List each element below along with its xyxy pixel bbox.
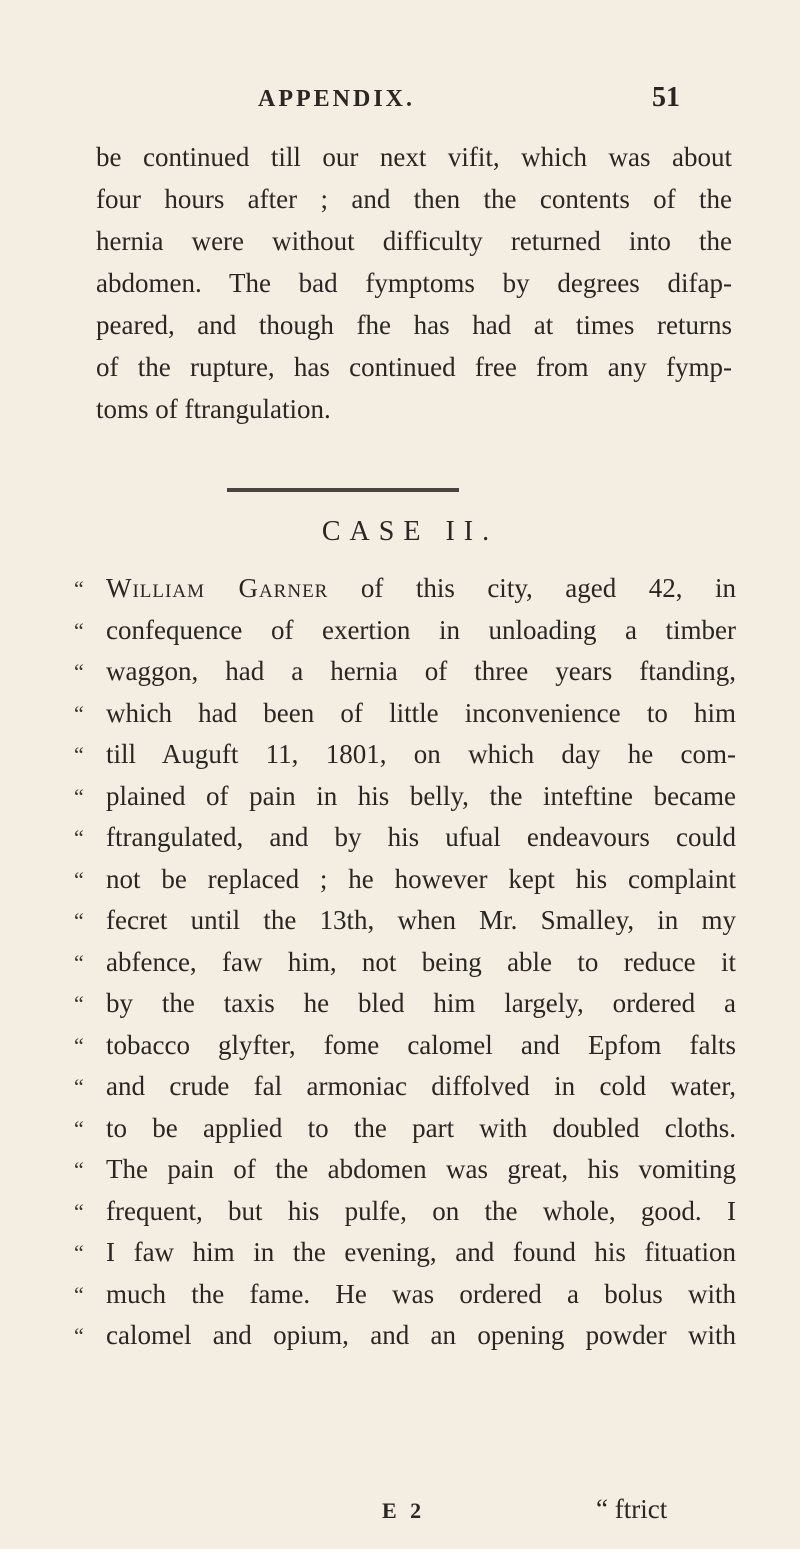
quote-line [74,1149,736,1191]
quote-line [74,1232,736,1274]
page-footer [0,1494,800,1538]
quote-line [74,651,736,693]
quote-mark: “ [74,659,84,684]
quote-text: which had been of little inconvenience to him [106,697,736,728]
quote-text: by the taxis he bled him largely, ordered a [106,988,736,1018]
text-line: hernia were without difficulty returned into the [96,226,732,256]
page-number: 51 [652,82,680,113]
quote-text [106,568,736,610]
quote-mark: “ [74,742,84,767]
quote-line [74,776,736,818]
quote-line [74,568,736,610]
quote-line [74,1191,736,1233]
quote-line [74,693,736,735]
quote-mark: “ [74,825,84,850]
running-head [0,82,800,126]
running-title: APPENDIX. [258,86,415,112]
quote-mark: “ [74,866,84,892]
quote-text: much the fame. He was ordered a bolus with [106,1278,736,1309]
text-line: four hours after ; and then the contents of the [96,184,732,214]
quote-text: tobacco glyfter, fome calomel and Epfom falts [106,1029,736,1060]
text-line: peared, and though fhe has had at times returns [96,310,732,340]
quote-text: calomel and opium, and an opening powder with [106,1320,736,1350]
quote-line [74,610,736,652]
quote-text: not be replaced ; he however kept his complaint [106,863,736,894]
quote-text: frequent, but his pulfe, on the whole, good. I [106,1195,736,1226]
signature-mark: E 2 [382,1498,426,1523]
case-quotation [74,568,736,1357]
quote-mark: “ [74,617,84,643]
quote-text: ftrangulated, and by his ufual endeavours could [106,822,736,852]
quote-mark: “ [74,1198,84,1224]
quote-mark: “ [74,1281,84,1307]
quote-line [74,859,736,901]
quote-mark: “ [74,576,84,601]
quote-text: till Auguft 11, 1801, on which day he com- [106,739,736,769]
quote-line [74,1274,736,1316]
text-line: be continued till our next vifit, which was about [96,142,732,172]
quote-line [74,817,736,859]
quote-line [74,942,736,984]
text-line: toms of ftrangulation. [96,394,331,424]
text-line: abdomen. The bad fymptoms by degrees difap- [96,268,732,298]
catchword: “ ftrict [596,1494,668,1524]
quote-line [74,734,736,776]
quote-mark: “ [74,1157,84,1182]
quote-text: fecret until the 13th, when Mr. Smalley, in my [106,905,736,935]
quote-line [74,1108,736,1150]
quote-mark: “ [74,1032,84,1058]
quote-text: to be applied to the part with doubled cloths. [106,1112,736,1143]
patient-name: William Garner [106,573,329,603]
quote-line [74,1066,736,1108]
quote-line [74,1025,736,1067]
quote-mark: “ [74,1074,84,1099]
quote-mark: “ [74,991,84,1016]
case-heading: CASE II. [321,516,499,547]
quote-text: plained of pain in his belly, the inteftine became [106,780,736,811]
quote-mark: “ [74,783,84,809]
quote-text: The pain of the abdomen was great, his vomiting [106,1154,736,1184]
opening-paragraph [96,136,732,430]
quote-mark: “ [74,1323,84,1348]
quote-mark: “ [74,949,84,975]
quote-mark: “ [74,908,84,933]
quote-mark: “ [74,1240,84,1265]
quote-line [74,1315,736,1357]
quote-mark: “ [74,1115,84,1141]
quote-text: I faw him in the evening, and found his fituation [106,1237,736,1267]
quote-text: abfence, faw him, not being able to reduce it [106,946,736,977]
quote-line [74,983,736,1025]
section-divider [227,488,459,492]
quote-text: confequence of exertion in unloading a timber [106,614,736,645]
quote-first-rest: of this city, aged 42, in [328,573,736,603]
text-line: of the rupture, has continued free from any fymp- [96,352,732,382]
quote-line [74,900,736,942]
quote-mark: “ [74,700,84,726]
quote-text: waggon, had a hernia of three years ftanding, [106,656,736,686]
quote-text: and crude fal armoniac diffolved in cold water, [106,1071,736,1101]
